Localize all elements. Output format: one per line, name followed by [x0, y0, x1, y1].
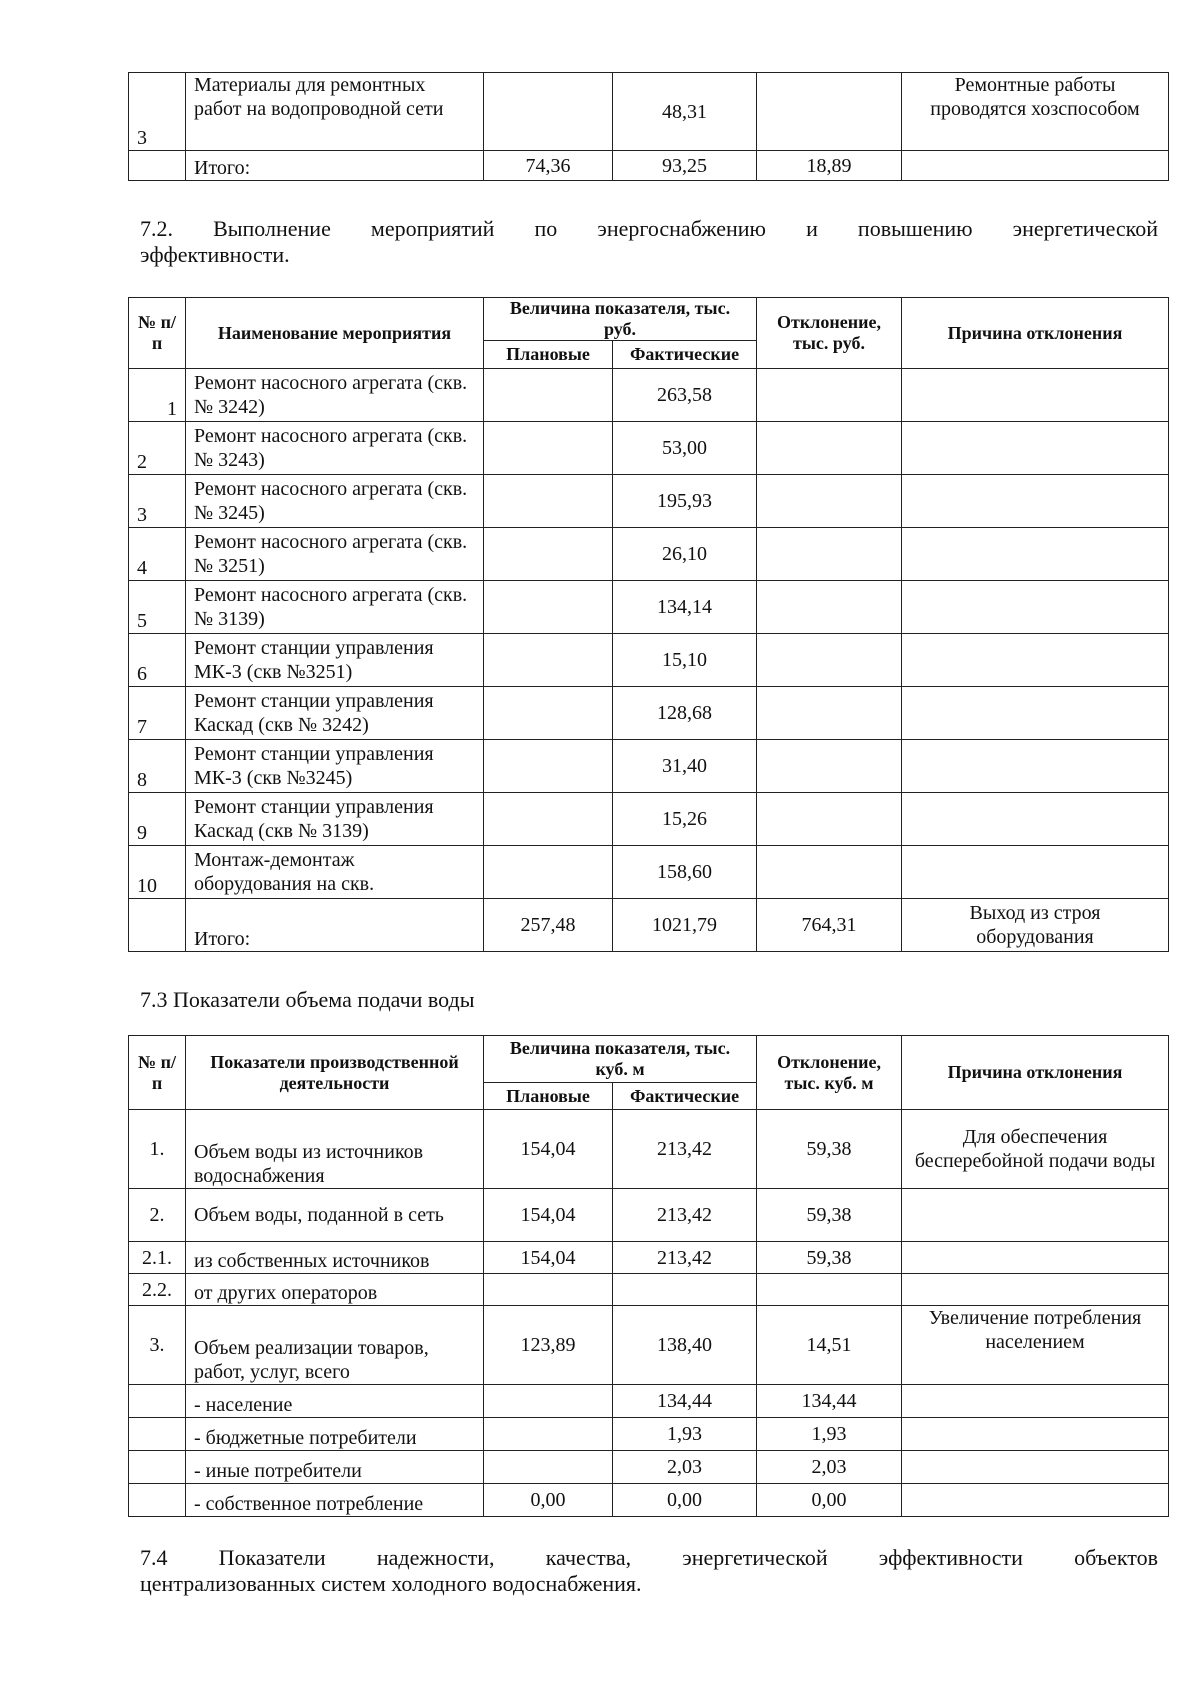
cell-num: 5 — [129, 581, 186, 634]
cell-name: Итого: — [186, 899, 484, 952]
cell-dev — [757, 793, 902, 846]
cell-plan — [484, 1418, 613, 1451]
cell-reason — [902, 1418, 1169, 1451]
cell-reason — [902, 151, 1169, 181]
table-row-total — [129, 899, 1169, 952]
cell-reason — [902, 475, 1169, 528]
cell-num: 9 — [129, 793, 186, 846]
cell-plan — [484, 740, 613, 793]
cell-fact: 213,42 — [613, 1110, 757, 1189]
table-row — [129, 1274, 1169, 1306]
cell-dev — [757, 740, 902, 793]
cell-name: Ремонт насосного агрегата (скв.№ 3242) — [186, 369, 484, 422]
cell-reason — [902, 369, 1169, 422]
cell-name: Ремонт станции управления МК-3 (скв №3245) — [186, 740, 484, 793]
cell-reason: Ремонтные работы проводятся хозспособом — [902, 73, 1169, 151]
cell-dev: 59,38 — [757, 1189, 902, 1242]
cell-plan: 154,04 — [484, 1110, 613, 1189]
table-row — [129, 73, 1169, 151]
cell-fact: 48,31 — [613, 73, 757, 151]
cell-dev: 764,31 — [757, 899, 902, 952]
table-row — [129, 422, 1169, 475]
cell-fact: 0,00 — [613, 1484, 757, 1517]
header-value: Величина показателя, тыс. куб. м — [484, 1036, 757, 1083]
header-reason: Причина отклонения — [902, 1036, 1169, 1110]
cell-dev — [757, 369, 902, 422]
cell-dev — [757, 634, 902, 687]
cell-plan — [484, 422, 613, 475]
cell-dev — [757, 528, 902, 581]
cell-num: 8 — [129, 740, 186, 793]
cell-num: 4 — [129, 528, 186, 581]
cell-reason — [902, 1189, 1169, 1242]
table-row — [129, 1306, 1169, 1385]
cell-reason — [902, 1242, 1169, 1274]
section-7-4-heading — [140, 1545, 1158, 1597]
cell-dev: 59,38 — [757, 1110, 902, 1189]
cell-dev — [757, 1274, 902, 1306]
header-dev: Отклонение, тыс. руб. — [757, 298, 902, 369]
cell-name: - бюджетные потребители — [186, 1418, 484, 1451]
cell-name: Ремонт насосного агрегата (скв.№ 3251) — [186, 528, 484, 581]
cell-reason — [902, 793, 1169, 846]
cell-dev — [757, 73, 902, 151]
cell-dev: 18,89 — [757, 151, 902, 181]
cell-dev — [757, 687, 902, 740]
table-row — [129, 793, 1169, 846]
cell-name: Ремонт станции управления МК-3 (скв №3251) — [186, 634, 484, 687]
cell-num: 3. — [129, 1306, 186, 1385]
header-plan: Плановые — [484, 1083, 613, 1110]
cell-fact: 1021,79 — [613, 899, 757, 952]
cell-dev — [757, 846, 902, 899]
header-dev: Отклонение, тыс. куб. м — [757, 1036, 902, 1110]
cell-plan: 257,48 — [484, 899, 613, 952]
cell-num — [129, 1451, 186, 1484]
cell-reason — [902, 740, 1169, 793]
cell-fact: 134,14 — [613, 581, 757, 634]
cell-name: - население — [186, 1385, 484, 1418]
table-header-row — [129, 298, 1169, 341]
cell-name: Объем реализации товаров, работ, услуг, всего — [186, 1306, 484, 1385]
cell-fact: 134,44 — [613, 1385, 757, 1418]
header-value: Величина показателя, тыс. руб. — [484, 298, 757, 341]
section-7-2-line1: 7.2. Выполнение мероприятий по энергоснабжению и повышению энергетической — [140, 216, 1158, 241]
section-7-4-line1: 7.4 Показатели надежности, качества, энергетической эффективности объектов — [140, 1545, 1158, 1570]
cell-fact: 31,40 — [613, 740, 757, 793]
cell-plan — [484, 528, 613, 581]
cell-reason: Выход из строя оборудования — [902, 899, 1169, 952]
cell-dev — [757, 475, 902, 528]
cell-plan — [484, 687, 613, 740]
cell-name: Ремонт станции управления Каскад (скв № 3242) — [186, 687, 484, 740]
cell-reason: Увеличение потребления населением — [902, 1306, 1169, 1385]
table-row — [129, 581, 1169, 634]
cell-fact — [613, 1274, 757, 1306]
cell-num — [129, 151, 186, 181]
cell-reason — [902, 1274, 1169, 1306]
cell-reason — [902, 1385, 1169, 1418]
cell-plan — [484, 1274, 613, 1306]
cell-name: Материалы для ремонтных работ на водопроводной сети — [186, 73, 484, 151]
cell-num — [129, 1484, 186, 1517]
cell-plan — [484, 73, 613, 151]
table-material-costs — [128, 72, 1169, 181]
table-row — [129, 634, 1169, 687]
section-7-3-heading: 7.3 Показатели объема подачи воды — [140, 987, 475, 1012]
cell-num: 2 — [129, 422, 186, 475]
table-row — [129, 1418, 1169, 1451]
table-row — [129, 846, 1169, 899]
cell-dev — [757, 581, 902, 634]
header-fact: Фактические — [613, 341, 757, 369]
cell-name: Объем воды из источников водоснабжения — [186, 1110, 484, 1189]
cell-plan — [484, 581, 613, 634]
cell-reason — [902, 422, 1169, 475]
cell-plan: 154,04 — [484, 1242, 613, 1274]
section-7-4-line2: централизованных систем холодного водоснабжения. — [140, 1571, 642, 1596]
cell-num: 6 — [129, 634, 186, 687]
table-row — [129, 687, 1169, 740]
cell-dev: 1,93 — [757, 1418, 902, 1451]
cell-name: Ремонт насосного агрегата (скв.№ 3245) — [186, 475, 484, 528]
cell-reason — [902, 687, 1169, 740]
cell-plan — [484, 475, 613, 528]
cell-name: Ремонт насосного агрегата (скв.№ 3243) — [186, 422, 484, 475]
cell-plan: 154,04 — [484, 1189, 613, 1242]
cell-fact: 128,68 — [613, 687, 757, 740]
cell-dev: 0,00 — [757, 1484, 902, 1517]
cell-dev: 59,38 — [757, 1242, 902, 1274]
cell-name: из собственных источников — [186, 1242, 484, 1274]
section-7-2-heading — [140, 216, 1158, 268]
header-plan: Плановые — [484, 341, 613, 369]
header-fact: Фактические — [613, 1083, 757, 1110]
table-row — [129, 528, 1169, 581]
table-energy-measures — [128, 297, 1169, 952]
cell-name: - собственное потребление — [186, 1484, 484, 1517]
table-row — [129, 1484, 1169, 1517]
table-row-total — [129, 151, 1169, 181]
cell-reason: Для обеспечения бесперебойной подачи воды — [902, 1110, 1169, 1189]
cell-fact: 1,93 — [613, 1418, 757, 1451]
table-row — [129, 475, 1169, 528]
cell-fact: 213,42 — [613, 1242, 757, 1274]
cell-plan — [484, 369, 613, 422]
table-row — [129, 740, 1169, 793]
cell-num: 1 — [129, 369, 186, 422]
table-row — [129, 1110, 1169, 1189]
cell-num: 2. — [129, 1189, 186, 1242]
cell-fact: 93,25 — [613, 151, 757, 181]
cell-num: 3 — [129, 73, 186, 151]
cell-fact: 15,26 — [613, 793, 757, 846]
cell-plan — [484, 634, 613, 687]
cell-name: Монтаж-демонтаж оборудования на скв. — [186, 846, 484, 899]
cell-plan — [484, 793, 613, 846]
cell-name: Ремонт насосного агрегата (скв.№ 3139) — [186, 581, 484, 634]
header-reason: Причина отклонения — [902, 298, 1169, 369]
cell-fact: 2,03 — [613, 1451, 757, 1484]
cell-fact: 263,58 — [613, 369, 757, 422]
table-water-supply — [128, 1035, 1169, 1517]
cell-plan: 74,36 — [484, 151, 613, 181]
cell-fact: 15,10 — [613, 634, 757, 687]
cell-dev — [757, 422, 902, 475]
cell-name: Объем воды, поданной в сеть — [186, 1189, 484, 1242]
cell-reason — [902, 846, 1169, 899]
cell-fact: 195,93 — [613, 475, 757, 528]
table-row — [129, 1242, 1169, 1274]
cell-name: от других операторов — [186, 1274, 484, 1306]
cell-reason — [902, 634, 1169, 687]
cell-num — [129, 1385, 186, 1418]
cell-num: 2.1. — [129, 1242, 186, 1274]
cell-num: 2.2. — [129, 1274, 186, 1306]
header-name: Наименование мероприятия — [186, 298, 484, 369]
cell-name: Итого: — [186, 151, 484, 181]
header-num: № п/п — [129, 298, 186, 369]
cell-num — [129, 1418, 186, 1451]
table-row — [129, 1385, 1169, 1418]
cell-plan — [484, 846, 613, 899]
cell-num: 7 — [129, 687, 186, 740]
cell-name: - иные потребители — [186, 1451, 484, 1484]
header-name: Показатели производственной деятельности — [186, 1036, 484, 1110]
cell-fact: 213,42 — [613, 1189, 757, 1242]
cell-reason — [902, 1451, 1169, 1484]
cell-num: 1. — [129, 1110, 186, 1189]
table-header-row — [129, 1036, 1169, 1083]
cell-dev: 134,44 — [757, 1385, 902, 1418]
cell-fact: 53,00 — [613, 422, 757, 475]
cell-fact: 138,40 — [613, 1306, 757, 1385]
cell-plan: 0,00 — [484, 1484, 613, 1517]
cell-num: 3 — [129, 475, 186, 528]
cell-dev: 14,51 — [757, 1306, 902, 1385]
table-row — [129, 369, 1169, 422]
cell-name: Ремонт станции управления Каскад (скв № 3139) — [186, 793, 484, 846]
table-row — [129, 1451, 1169, 1484]
table-row — [129, 1189, 1169, 1242]
cell-reason — [902, 581, 1169, 634]
cell-dev: 2,03 — [757, 1451, 902, 1484]
header-num: № п/п — [129, 1036, 186, 1110]
cell-num: 10 — [129, 846, 186, 899]
cell-reason — [902, 1484, 1169, 1517]
section-7-2-line2: эффективности. — [140, 242, 290, 267]
cell-plan: 123,89 — [484, 1306, 613, 1385]
cell-fact: 158,60 — [613, 846, 757, 899]
cell-plan — [484, 1451, 613, 1484]
cell-num — [129, 899, 186, 952]
cell-plan — [484, 1385, 613, 1418]
cell-reason — [902, 528, 1169, 581]
cell-fact: 26,10 — [613, 528, 757, 581]
